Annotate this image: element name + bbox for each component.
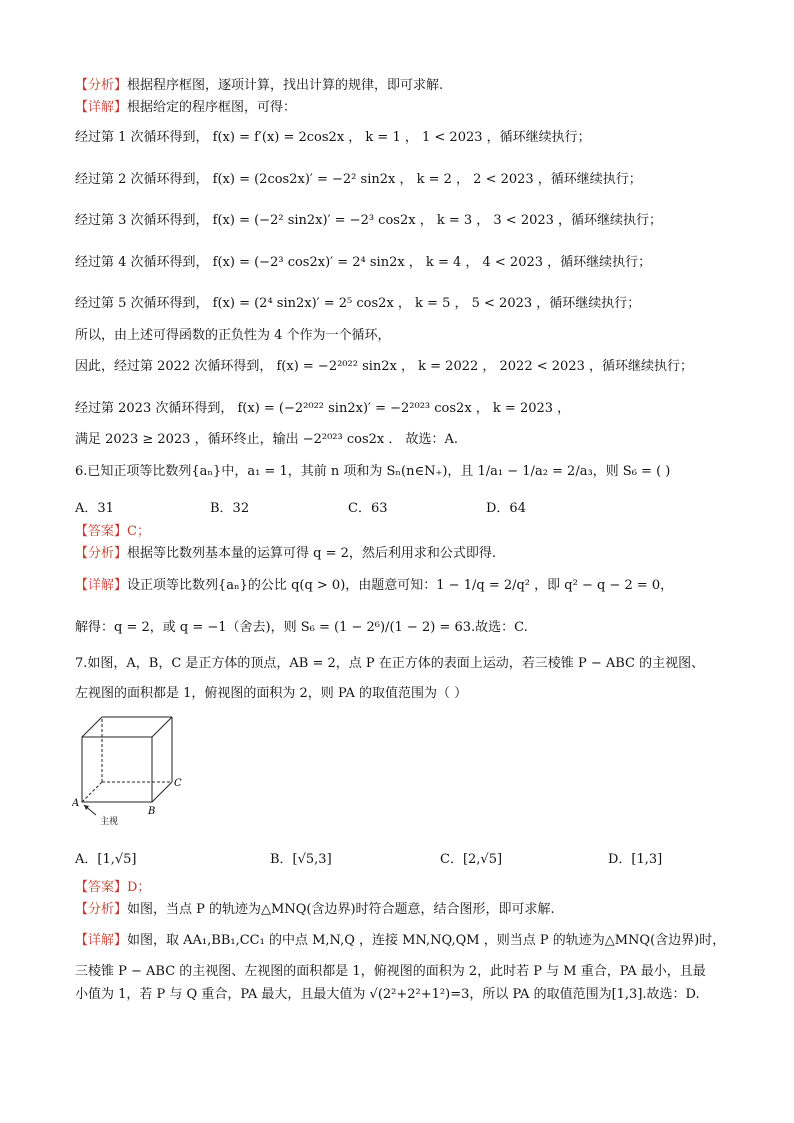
vertex-label-a: A bbox=[72, 798, 80, 809]
q7-option-b: B．[√5,3] bbox=[270, 852, 332, 867]
q6-option-a: A．31 bbox=[75, 501, 114, 516]
q6-detail-text: 设正项等比数列{aₙ}的公比 q(q > 0)，由题意可知：1 − 1/q = 2/q² ，即 q² − q − 2 = 0， bbox=[127, 578, 674, 593]
q7-stem-line-2: 左视图的面积都是 1，俯视图的面积为 2，则 PA 的取值范围为（ ） bbox=[75, 686, 468, 701]
q7-stem-line-1: 7.如图，A，B，C 是正方体的顶点，AB = 2，点 P 在正方体的表面上运动，若三棱锥 P − ABC 的主视图、 bbox=[75, 656, 705, 671]
detail-text: 根据给定的程序框图，可得： bbox=[127, 100, 297, 115]
q6-option-c: C．63 bbox=[348, 501, 388, 516]
q6-stem: 6.已知正项等比数列{aₙ}中，a₁ = 1，其前 n 项和为 Sₙ(n∈N₊)，且 1/a₁ − 1/a₂ = 2/a₃，则 S₆ = ( ) bbox=[75, 464, 671, 479]
q7-detail-line-2: 三棱锥 P − ABC 的主视图、左视图的面积都是 1，俯视图的面积为 2，此时若 P 与 M 重合，PA 最小，且最 bbox=[75, 964, 706, 979]
q6-option-d: D．64 bbox=[486, 501, 526, 516]
q7-analysis-tag: 【分析】 bbox=[75, 902, 128, 917]
loop-step-2023: 经过第 2023 次循环得到， f(x) = (−2²⁰²² sin2x)′ = −2²⁰²³ cos2x ， k = 2023 ， bbox=[75, 401, 571, 416]
q7-detail-line bbox=[75, 931, 725, 951]
q6-detail-line bbox=[75, 576, 673, 596]
q7-analysis-line bbox=[75, 900, 555, 920]
cube-figure bbox=[72, 712, 192, 827]
detail-line bbox=[75, 98, 296, 118]
vertex-label-b: B bbox=[148, 806, 156, 817]
arrow-head-icon bbox=[84, 805, 89, 810]
q7-option-a: A．[1,√5] bbox=[75, 852, 137, 867]
q6-analysis-text: 根据等比数列基本量的运算可得 q = 2，然后利用求和公式即得. bbox=[127, 546, 497, 561]
loop-step-1: 经过第 1 次循环得到， f(x) = f′(x) = 2cos2x ， k = 1 ， 1 < 2023 ，循环继续执行； bbox=[75, 130, 591, 145]
q7-option-c: C．[2,√5] bbox=[440, 852, 503, 867]
q7-analysis-text: 如图，当点 P 的轨迹为△MNQ(含边界)时符合题意，结合图形，即可求解. bbox=[127, 902, 555, 917]
detail-tag: 【详解】 bbox=[75, 100, 128, 115]
loop-conclusion: 满足 2023 ≥ 2023 ，循环终止，输出 −2²⁰²³ cos2x ． 故选：A. bbox=[75, 432, 459, 447]
front-view-label: 主视 bbox=[100, 817, 119, 827]
q6-option-b: B．32 bbox=[210, 501, 250, 516]
q6-answer: 【答案】C； bbox=[75, 524, 150, 539]
q7-detail-tag: 【详解】 bbox=[75, 933, 128, 948]
q7-answer: 【答案】D； bbox=[75, 880, 151, 895]
q7-detail-line-3: 小值为 1，若 P 与 Q 重合，PA 最大，且最大值为 √(2²+2²+1²)=3，所以 PA 的取值范围为[1,3].故选：D. bbox=[75, 987, 700, 1002]
q7-detail-text: 如图，取 AA₁,BB₁,CC₁ 的中点 M,N,Q ，连接 MN,NQ,QM ，则当点 P 的轨迹为△MNQ(含边界)时， bbox=[127, 933, 726, 948]
q6-detail-tag: 【详解】 bbox=[75, 578, 128, 593]
loop-step-2: 经过第 2 次循环得到， f(x) = (2cos2x)′ = −2² sin2x ， k = 2 ， 2 < 2023 ，循环继续执行； bbox=[75, 172, 642, 187]
analysis-text: 根据程序框图，逐项计算，找出计算的规律，即可求解. bbox=[127, 78, 444, 93]
cube-edge bbox=[152, 717, 172, 737]
q7-option-d: D．[1,3] bbox=[608, 852, 663, 867]
q6-analysis-tag: 【分析】 bbox=[75, 546, 128, 561]
cube-edge bbox=[82, 717, 102, 737]
loop-step-5: 经过第 5 次循环得到， f(x) = (2⁴ sin2x)′ = 2⁵ cos2x ， k = 5 ， 5 < 2023 ，循环继续执行； bbox=[75, 296, 641, 311]
analysis-line bbox=[75, 76, 443, 96]
hidden-edge bbox=[82, 782, 102, 802]
loop-step-3: 经过第 3 次循环得到， f(x) = (−2² sin2x)′ = −2³ cos2x ， k = 3 ， 3 < 2023 ，循环继续执行； bbox=[75, 213, 663, 228]
q6-analysis-line bbox=[75, 544, 496, 564]
q6-detail-line-2: 解得：q = 2，或 q = −1（舍去)，则 S₆ = (1 − 2⁶)/(1 − 2) = 63.故选：C. bbox=[75, 620, 528, 635]
analysis-tag: 【分析】 bbox=[75, 78, 128, 93]
front-face bbox=[82, 737, 152, 802]
vertex-label-c: C bbox=[174, 778, 182, 789]
loop-step-4: 经过第 4 次循环得到， f(x) = (−2³ cos2x)′ = 2⁴ sin2x ， k = 4 ， 4 < 2023 ，循环继续执行； bbox=[75, 255, 652, 270]
cycle-note: 所以，由上述可得函数的正负性为 4 个作为一个循环， bbox=[75, 328, 391, 343]
cube-edge bbox=[152, 782, 172, 802]
loop-step-2022: 因此，经过第 2022 次循环得到， f(x) = −2²⁰²² sin2x ， k = 2022 ， 2022 < 2023 ，循环继续执行； bbox=[75, 359, 693, 374]
